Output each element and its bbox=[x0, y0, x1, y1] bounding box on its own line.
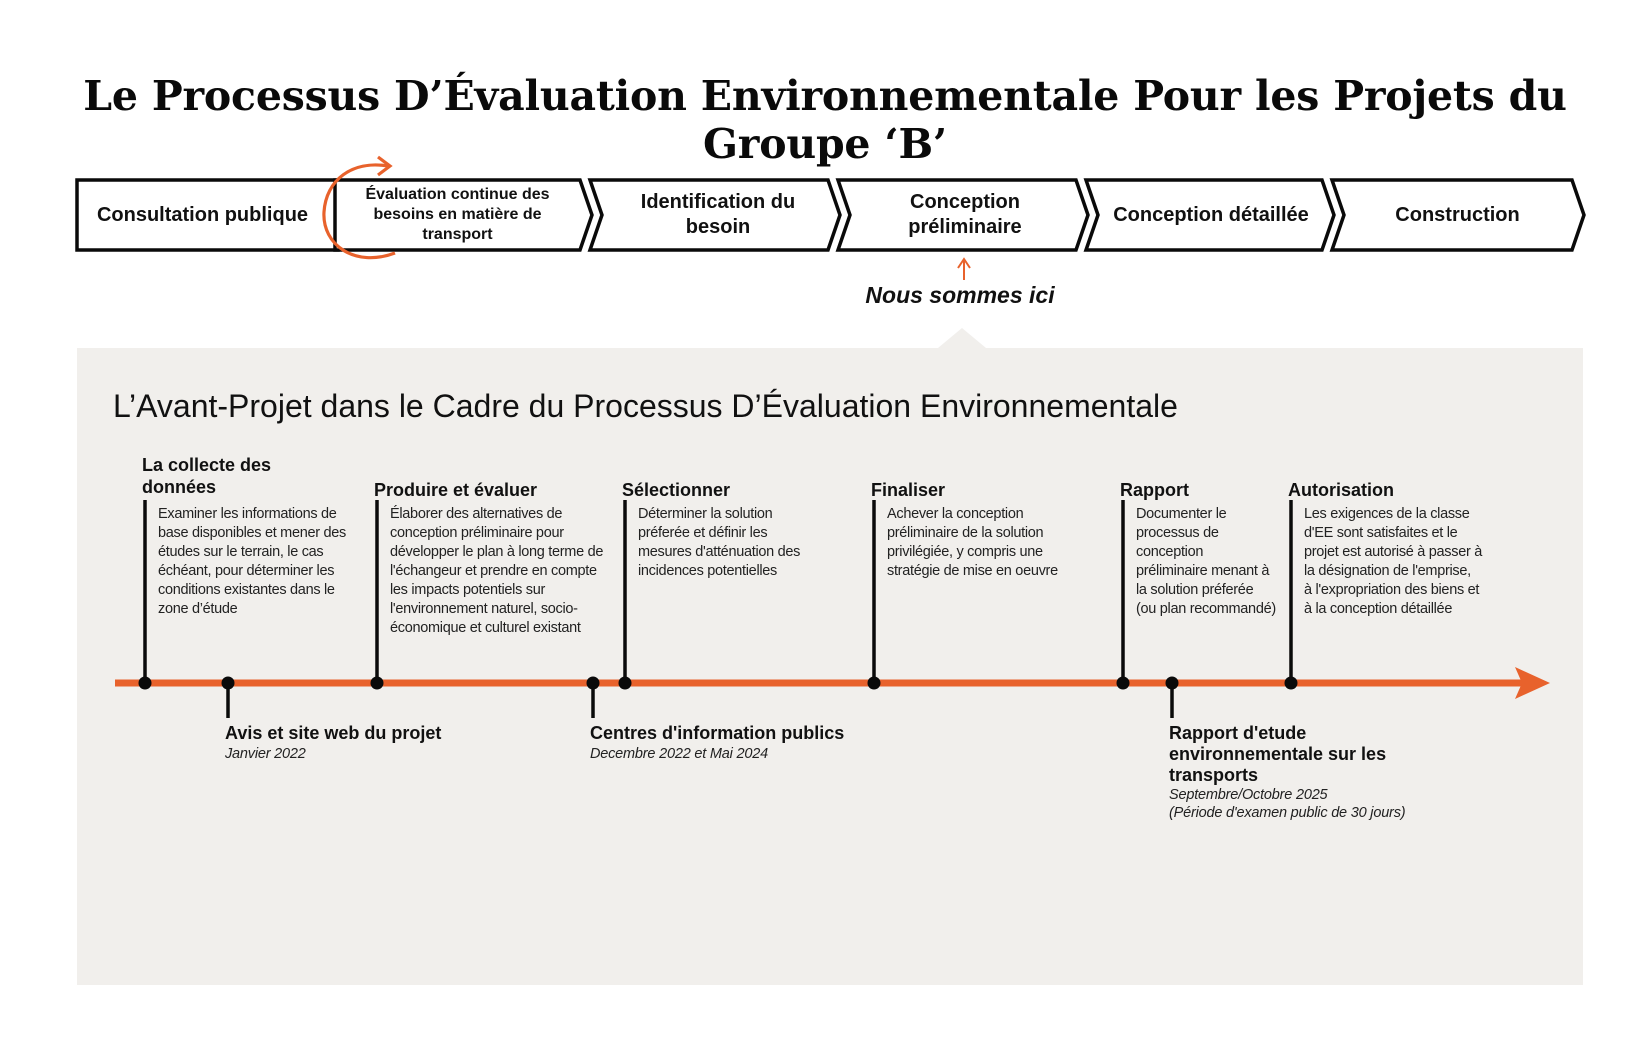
current-stage-label: Nous sommes ici bbox=[865, 282, 1055, 308]
step-desc-autorisation: Les exigences de la classe d'EE sont satisfaites et le projet est autorisé à passer à la désignation de l'emprise, à l'expropriation des biens et à la conception détaillée bbox=[1304, 506, 1482, 617]
step-dot-4 bbox=[868, 677, 881, 690]
step-desc-finaliser: Achever la conception préliminaire de la solution privilégiée, y compris une stratégie de mise en oeuvre bbox=[887, 506, 1058, 579]
stage-label-identification: Identification du besoin bbox=[640, 191, 796, 238]
stage-label-consultation: Consultation publique bbox=[96, 203, 309, 226]
step-title-collecte: La collecte des données bbox=[142, 455, 272, 497]
step-dot-6 bbox=[1285, 677, 1298, 690]
event-dot-3 bbox=[1166, 677, 1179, 690]
event-title-rapport-etude: Rapport d'etude environnementale sur les transports bbox=[1169, 723, 1387, 785]
step-desc-collecte: Examiner les informations de base disponibles et mener des études sur le terrain, le cas échéant, pour déterminer les conditions existantes dans le zone d’étude bbox=[158, 506, 346, 617]
step-desc-rapport: Documenter le processus de conception préliminaire menant à la solution préferée (ou plan recommandé) bbox=[1136, 506, 1276, 617]
event-title-centres: Centres d'information publics bbox=[590, 723, 845, 743]
step-dot-2 bbox=[371, 677, 384, 690]
step-title-autorisation: Autorisation bbox=[1288, 480, 1394, 500]
step-title-finaliser: Finaliser bbox=[871, 480, 946, 500]
step-title-selectionner: Sélectionner bbox=[622, 480, 731, 500]
stage-label-construction: Construction bbox=[1395, 203, 1520, 226]
event-note-rapport-etude: (Période d'examen public de 30 jours) bbox=[1169, 805, 1406, 821]
event-date-avis: Janvier 2022 bbox=[225, 746, 306, 762]
step-dot-5 bbox=[1117, 677, 1130, 690]
panel-title: L’Avant-Projet dans le Cadre du Processus D’Évaluation Environnementale bbox=[113, 388, 1178, 424]
stage-label-conception-preliminaire: Conception préliminaire bbox=[908, 191, 1022, 238]
step-title-produire: Produire et évaluer bbox=[374, 480, 538, 500]
stage-label-conception-detaillee: Conception détaillée bbox=[1113, 203, 1309, 226]
step-desc-selectionner: Déterminer la solution préferée et définir les mesures d'atténuation des incidences potentielles bbox=[638, 506, 801, 579]
panel-pointer bbox=[938, 328, 986, 348]
step-title-rapport: Rapport bbox=[1120, 480, 1189, 500]
event-dot-1 bbox=[222, 677, 235, 690]
event-title-avis: Avis et site web du projet bbox=[225, 723, 442, 743]
page-title: Le Processus D’Évaluation Environnementale Pour les Projets du Groupe ‘B’ bbox=[83, 72, 1567, 168]
step-desc-produire: Élaborer des alternatives de conception préliminaire pour développer le plan à long terme de l'échangeur et prendre en compte les impacts potentiels sur l'environnement naturel, socio-économique et culturel existant bbox=[390, 506, 604, 636]
event-date-rapport-etude: Septembre/Octobre 2025 bbox=[1169, 787, 1328, 803]
step-dot-3 bbox=[619, 677, 632, 690]
step-dot-1 bbox=[139, 677, 152, 690]
event-date-centres: Decembre 2022 et Mai 2024 bbox=[590, 746, 768, 762]
stage-label-evaluation-continue: Évaluation continue des besoins en matière de transport bbox=[365, 186, 550, 243]
event-dot-2 bbox=[587, 677, 600, 690]
